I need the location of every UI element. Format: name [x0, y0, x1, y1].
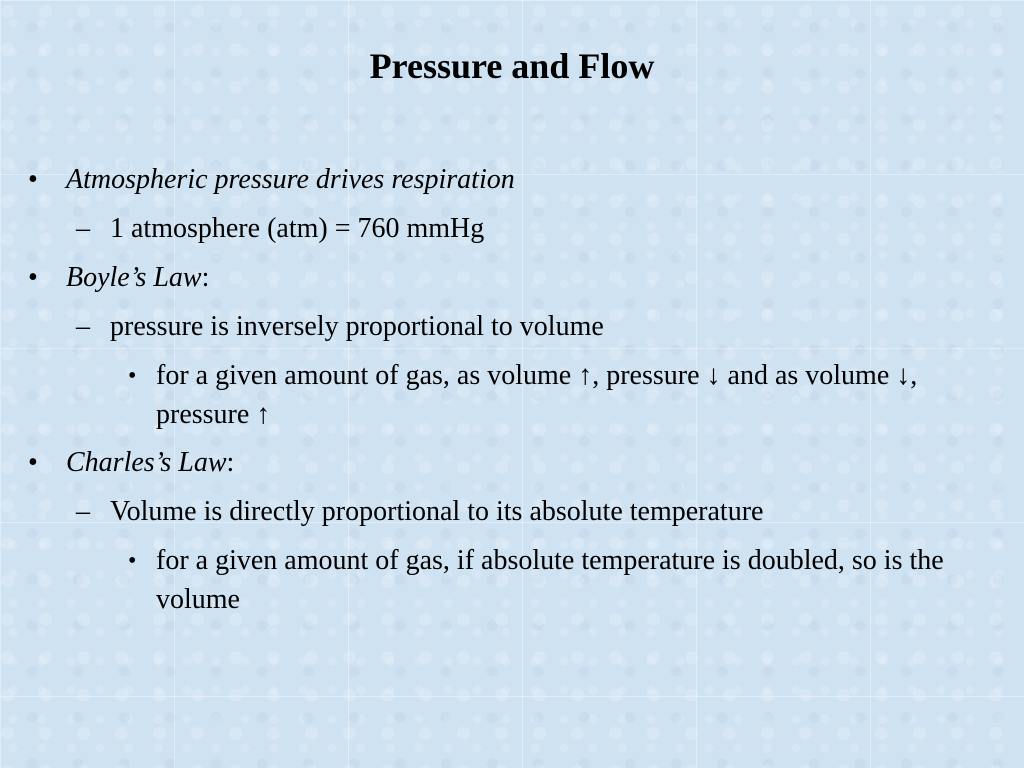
bullet-suffix: : [201, 262, 210, 293]
bullet-boyles-law [28, 258, 1008, 298]
bullet-text [66, 160, 1008, 200]
sub-bullet-text: pressure is inversely proportional to volume [110, 311, 604, 342]
bullet-emphasis: Atmospheric pressure drives respiration [66, 164, 515, 195]
small-bullet-marker: • [128, 548, 137, 574]
sub-bullet-direct-proportion [28, 492, 1008, 532]
dash-marker: – [76, 496, 90, 527]
sub-bullet-inverse-proportion [28, 307, 1008, 347]
detail-bullet-boyle-example [28, 356, 1008, 434]
bullet-text [66, 443, 1008, 483]
detail-bullet-charles-example [28, 541, 1008, 619]
bullet-emphasis: Charles’s Law [66, 447, 227, 478]
bullet-marker: • [28, 262, 38, 293]
detail-bullet-text: for a given amount of gas, as volume ↑, pressure ↓ and as volume ↓, pressure ↑ [156, 360, 918, 430]
bullet-list [28, 160, 1008, 619]
dash-marker: – [76, 311, 90, 342]
bullet-emphasis: Boyle’s Law [66, 262, 202, 293]
bullet-atmospheric-pressure [28, 160, 1008, 200]
small-bullet-marker: • [128, 363, 137, 389]
sub-bullet-atmosphere-conversion [28, 209, 1008, 249]
bullet-charles-law [28, 443, 1008, 483]
sub-bullet-text: Volume is directly proportional to its absolute temperature [110, 496, 764, 527]
bullet-text [66, 258, 1008, 298]
dash-marker: – [76, 213, 90, 244]
sub-bullet-text: 1 atmosphere (atm) = 760 mmHg [110, 213, 485, 244]
slide-title: Pressure and Flow [369, 46, 655, 86]
bullet-marker: • [28, 164, 38, 195]
bullet-suffix: : [226, 447, 235, 478]
detail-bullet-text: for a given amount of gas, if absolute temperature is doubled, so is the volume [156, 545, 944, 615]
bullet-marker: • [28, 447, 38, 478]
